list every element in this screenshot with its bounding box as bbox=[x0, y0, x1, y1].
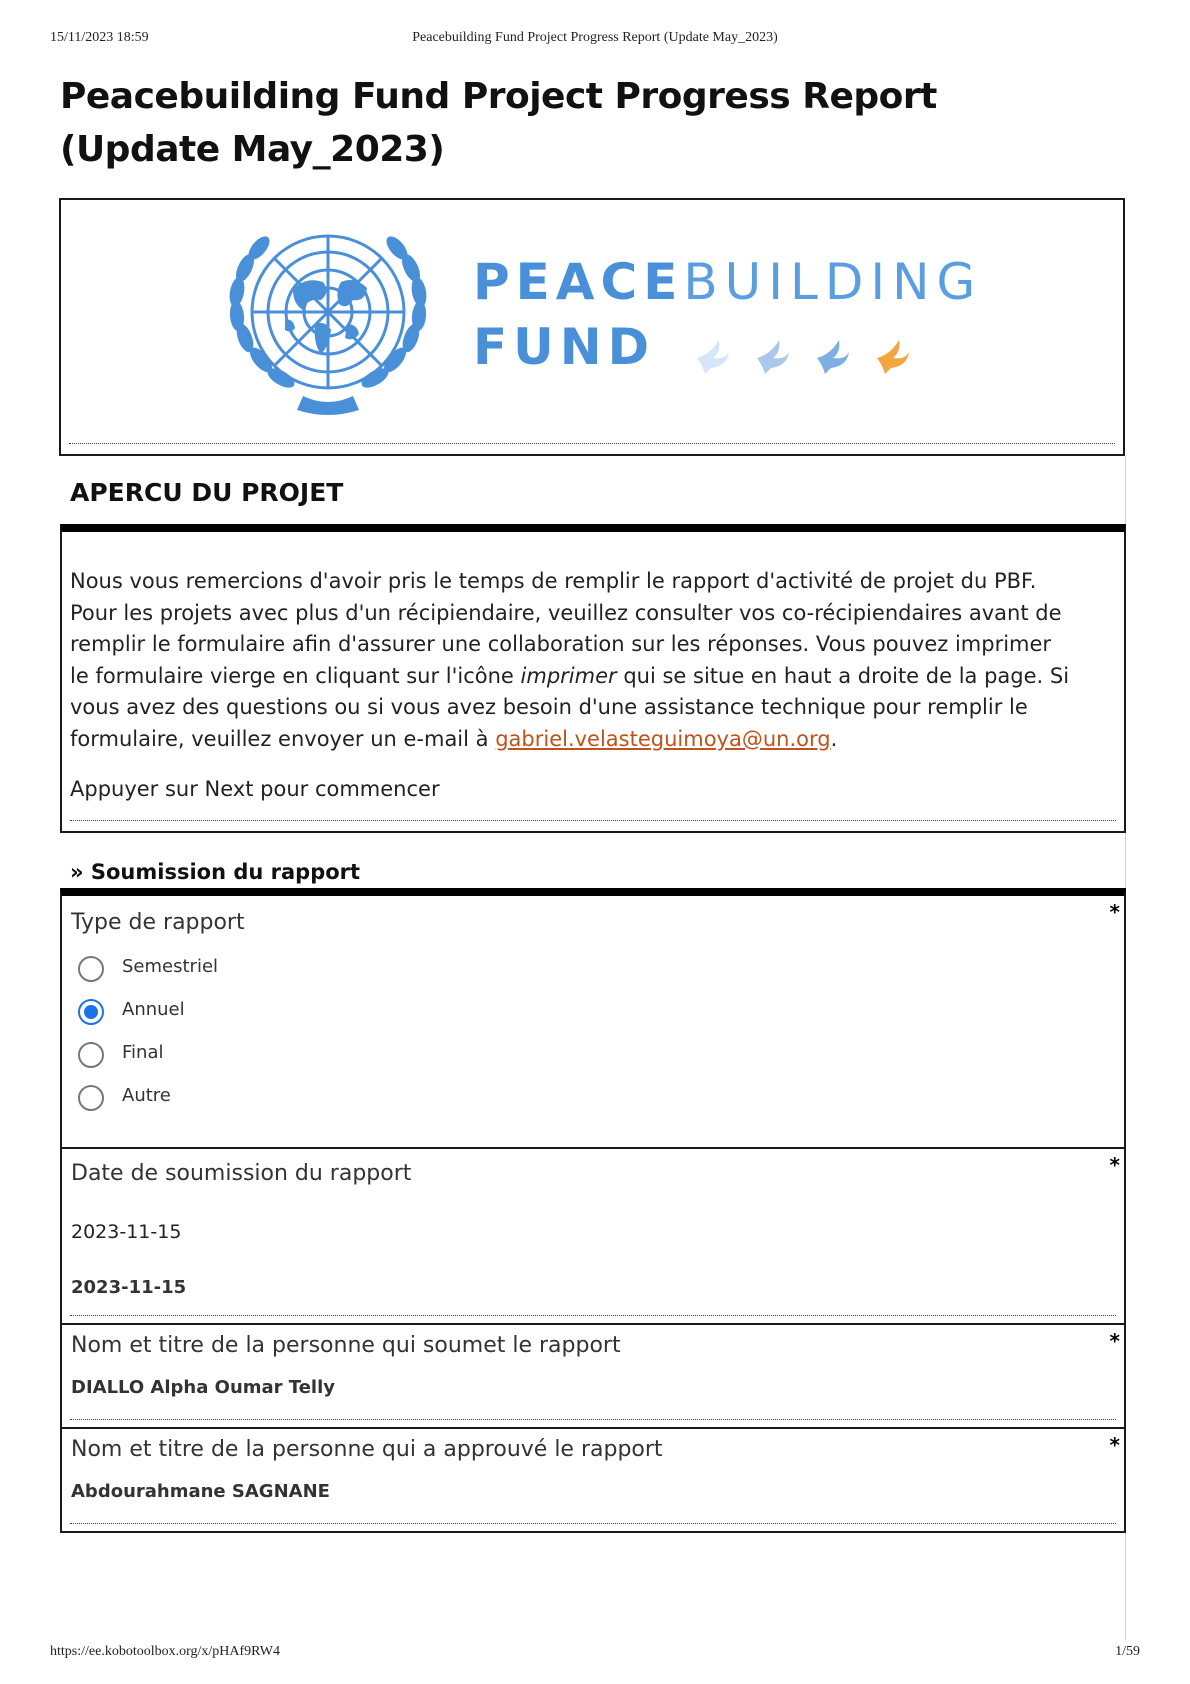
question-approver bbox=[60, 1429, 1126, 1533]
question-submission-date bbox=[60, 1149, 1126, 1325]
submitter-label: Nom et titre de la personne qui soumet le rapport bbox=[71, 1333, 621, 1358]
approver-value[interactable]: Abdourahmane SAGNANE bbox=[71, 1481, 330, 1502]
intro-emphasis: imprimer bbox=[520, 663, 617, 688]
question-report-type: * Type de rapport Semestriel Annuel Final Autre bbox=[60, 888, 1126, 1149]
section-heading-overview: APERCU DU PROJET bbox=[70, 478, 344, 507]
logo-box bbox=[59, 198, 1125, 456]
start-instruction: Appuyer sur Next pour commencer bbox=[70, 777, 440, 801]
dotted-divider bbox=[70, 1523, 1116, 1524]
required-asterisk: * bbox=[1109, 1153, 1120, 1177]
submitter-value[interactable]: DIALLO Alpha Oumar Telly bbox=[71, 1377, 335, 1398]
wordmark-fund: FUND bbox=[473, 318, 656, 376]
approver-label: Nom et titre de la personne qui a approuvé le rapport bbox=[71, 1437, 663, 1462]
form-title: Peacebuilding Fund Project Progress Report (Update May_2023) bbox=[60, 76, 937, 170]
print-doc-title: Peacebuilding Fund Project Progress Report (Update May_2023) bbox=[412, 30, 778, 45]
print-url: https://ee.kobotoolbox.org/x/pHAf9RW4 bbox=[50, 1644, 280, 1659]
intro-paragraph: Nous vous remercions d'avoir pris le temps de remplir le rapport d'activité de projet du PBF. Pour les projets avec plus d'un récipiendaire, veuillez consulter vos co-récipiendaires avant de remplir le formulaire afin d'assurer une collaboration sur les réponses. Vous pouvez imprimer le formulaire vierge en cliquant sur l'icône imprimer qui se situe en haut a droite de la page. Si vous avez des questions ou si vous avez besoin d'une assistance technique pour remplir le formulaire, veuillez envoyer un e-mail à gabriel.velasteguimoya@un.org. bbox=[70, 569, 1070, 751]
dotted-divider bbox=[70, 1419, 1116, 1420]
section-heading-submission: » Soumission du rapport bbox=[70, 860, 361, 884]
submission-date-label: Date de soumission du rapport bbox=[71, 1161, 412, 1186]
dotted-divider bbox=[70, 1315, 1116, 1316]
dotted-divider bbox=[69, 443, 1115, 444]
dotted-divider bbox=[70, 820, 1116, 821]
peacebuilding-wordmark bbox=[473, 252, 982, 380]
question-submitter bbox=[60, 1325, 1126, 1429]
radio-circle[interactable] bbox=[78, 1085, 104, 1111]
submission-date-value: 2023-11-15 bbox=[71, 1277, 187, 1298]
print-datetime: 15/11/2023 18:59 bbox=[50, 30, 149, 45]
required-asterisk: * bbox=[1109, 1329, 1120, 1353]
report-type-label: Type de rapport bbox=[71, 910, 245, 935]
print-page-number: 1/59 bbox=[1115, 1644, 1140, 1659]
wordmark-peace: PEACE bbox=[473, 253, 684, 311]
doves-icon bbox=[693, 328, 923, 374]
submission-date-input[interactable]: 2023-11-15 bbox=[71, 1221, 182, 1243]
required-asterisk: * bbox=[1109, 1433, 1120, 1457]
support-email-link[interactable]: gabriel.velasteguimoya@un.org bbox=[495, 726, 831, 751]
intro-note bbox=[60, 524, 1126, 833]
radio-circle-checked[interactable] bbox=[78, 999, 104, 1025]
radio-circle[interactable] bbox=[78, 956, 104, 982]
required-asterisk: * bbox=[1109, 900, 1120, 924]
wordmark-building: BUILDING bbox=[683, 253, 983, 311]
un-emblem-icon bbox=[223, 220, 433, 420]
radio-circle[interactable] bbox=[78, 1042, 104, 1068]
